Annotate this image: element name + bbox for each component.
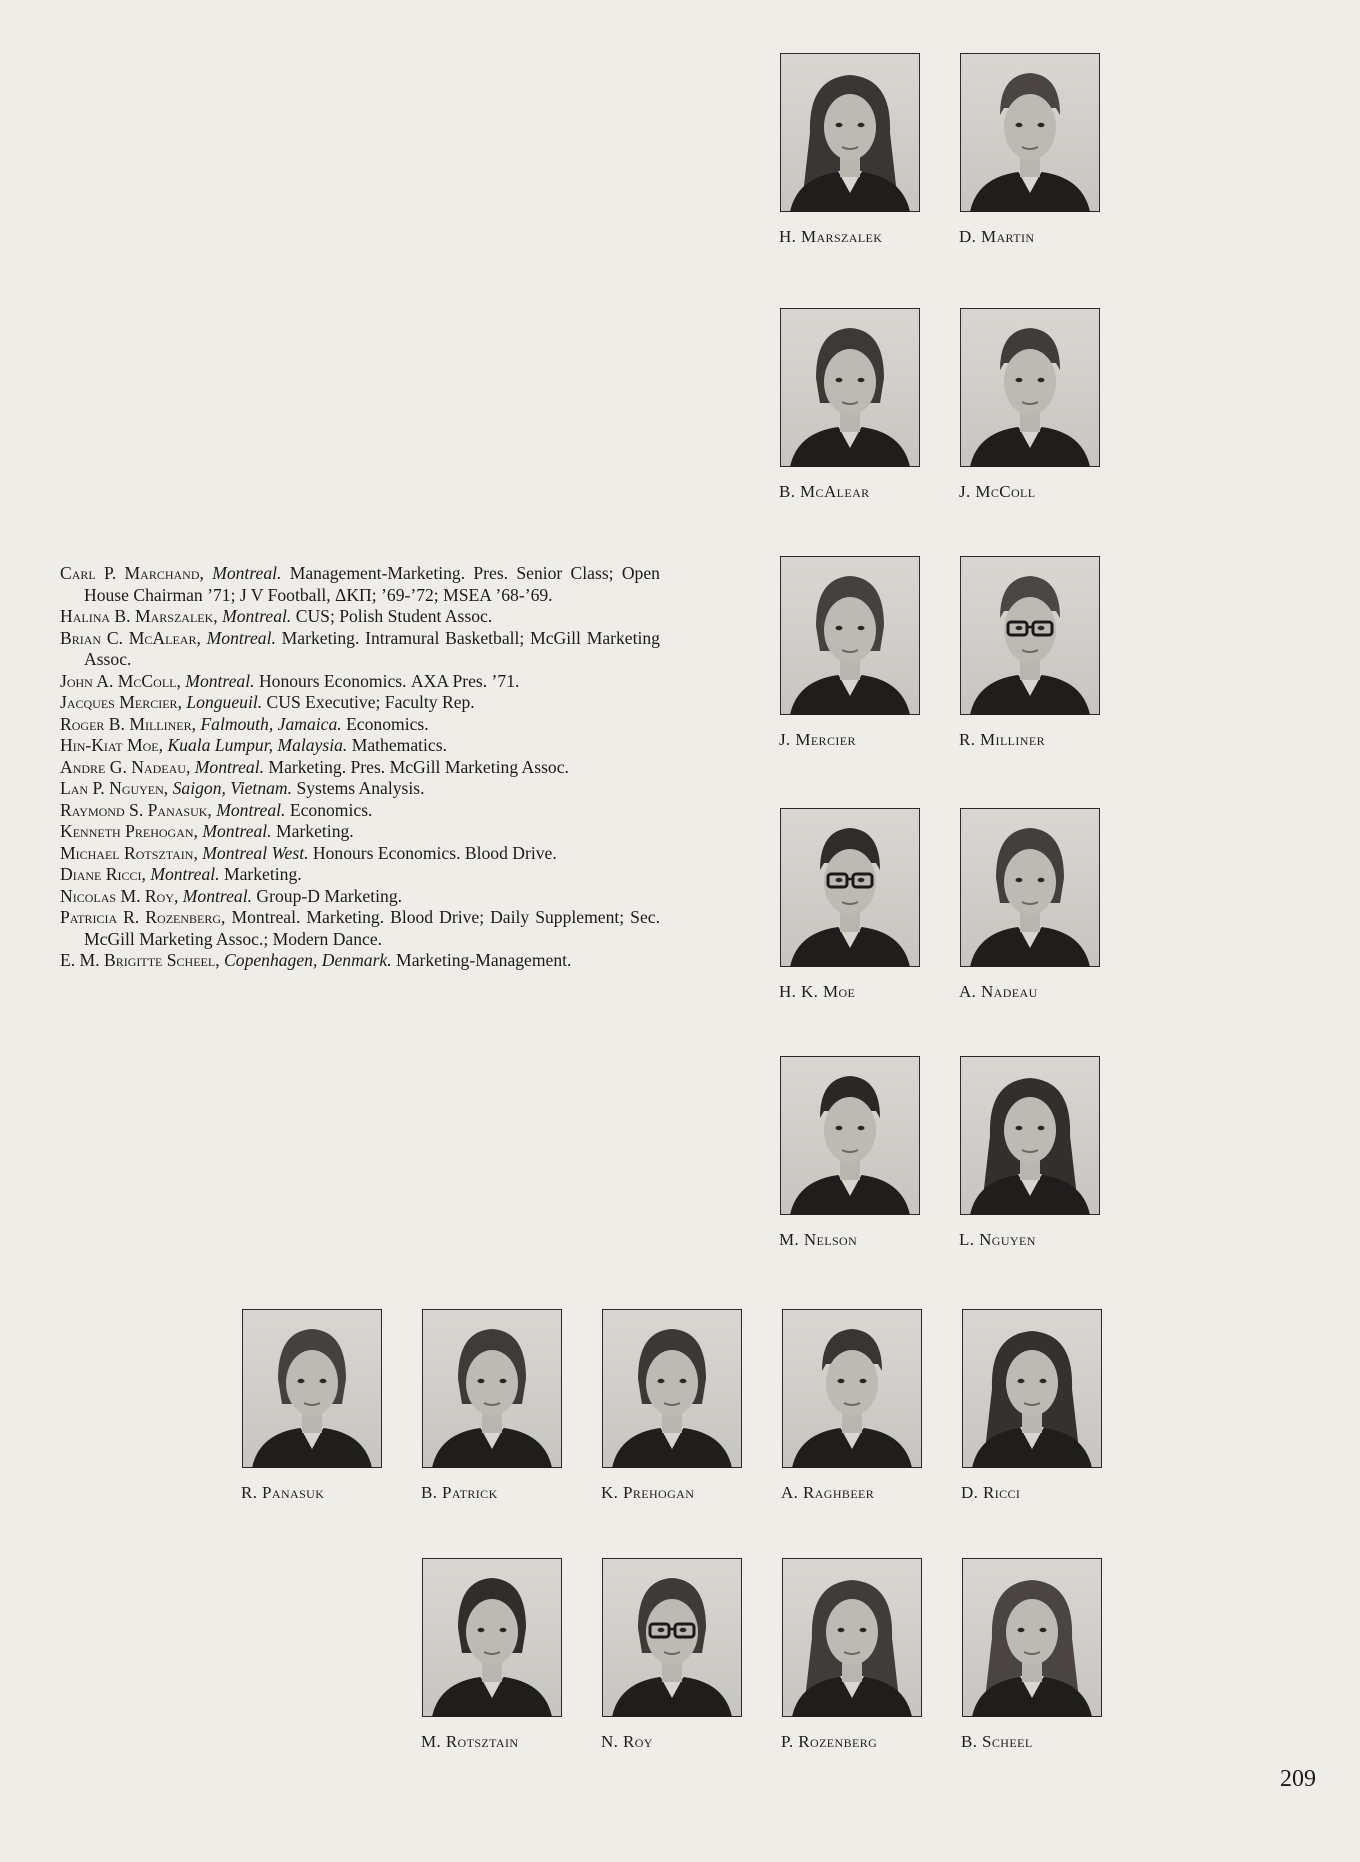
bio-name: Diane Ricci, — [60, 864, 146, 884]
bio-details: Group-D Marketing. — [256, 885, 403, 906]
bio-name: Lan P. Nguyen, — [60, 778, 169, 798]
page-number: 209 — [1280, 1766, 1316, 1792]
bio-details: Honours Economics. Blood Drive. — [312, 842, 557, 863]
bio-name: Nicolas M. Roy, — [60, 885, 179, 906]
bio-entry — [60, 800, 660, 822]
bio-details: Marketing. — [223, 864, 302, 884]
bio-name: Andre G. Nadeau, — [60, 756, 191, 777]
portrait-caption: K. Prehogan — [601, 1483, 695, 1502]
bio-entry — [60, 671, 660, 693]
portrait-caption: J. McColl — [959, 482, 1036, 501]
portrait-photo-milliner — [960, 556, 1100, 715]
bio-place: Kuala Lumpur, Malaysia. — [167, 735, 348, 755]
portrait-caption: A. Raghbeer — [781, 1483, 875, 1502]
portrait-photo-rotsztain — [422, 1558, 562, 1717]
bio-place: Saigon, Vietnam. — [172, 778, 293, 798]
portrait-photo-patrick — [422, 1309, 562, 1468]
bio-name: Jacques Mercier, — [60, 692, 182, 712]
portrait-photo-nguyen — [960, 1056, 1100, 1215]
portrait-caption: H. Marszalek — [779, 227, 883, 246]
bio-details: Management-Marketing. Pres. Senior Class; Open House Chairman ’71; J V Football, ΔΚΠ; ’69-’72; MSEA ’68-’69. — [84, 563, 660, 605]
portrait-caption: B. Scheel — [961, 1732, 1033, 1751]
bio-place: Montreal. — [222, 606, 292, 626]
bio-place: Montreal. — [216, 799, 286, 820]
bio-name: Roger B. Milliner, — [60, 713, 197, 734]
bio-entry — [60, 886, 660, 908]
portrait-photo-nadeau — [960, 808, 1100, 967]
bio-details: CUS Executive; Faculty Rep. — [266, 692, 475, 712]
bio-name: E. M. Brigitte Scheel, — [60, 950, 220, 970]
portrait-caption: M. Rotsztain — [421, 1732, 519, 1751]
bio-entry — [60, 821, 660, 843]
bio-place: Falmouth, Jamaica. — [200, 713, 342, 734]
bio-details: Marketing. Pres. McGill Marketing Assoc. — [268, 756, 569, 777]
portrait-caption: M. Nelson — [779, 1230, 858, 1249]
portrait-photo-rozenberg — [782, 1558, 922, 1717]
portrait-photo-ricci — [962, 1309, 1102, 1468]
bio-place: Montreal. — [202, 821, 272, 841]
bio-place: Montreal. — [206, 627, 276, 648]
bio-entry — [60, 864, 660, 886]
bio-name: Hin-Kiat Moe, — [60, 735, 164, 755]
bio-name: Michael Rotsztain, — [60, 842, 198, 863]
bio-name: Raymond S. Panasuk, — [60, 799, 212, 820]
portrait-caption: D. Ricci — [961, 1483, 1021, 1502]
bio-entry — [60, 692, 660, 714]
bio-details: Economics. — [346, 713, 429, 734]
bio-name: Halina B. Marszalek, — [60, 606, 218, 626]
portrait-photo-marszalek — [780, 53, 920, 212]
bio-details: Mathematics. — [351, 735, 447, 755]
bio-place: Montreal. — [185, 670, 255, 691]
bio-entry — [60, 628, 660, 671]
portrait-photo-raghbeer — [782, 1309, 922, 1468]
portrait-photo-scheel — [962, 1558, 1102, 1717]
bio-name: Brian C. McAlear, — [60, 627, 201, 648]
bio-name: Carl P. Marchand, — [60, 563, 204, 583]
bio-entry — [60, 907, 660, 950]
bio-entry — [60, 563, 660, 606]
bio-place: Montreal. — [150, 864, 220, 884]
bio-entry — [60, 950, 660, 972]
bio-list — [60, 563, 660, 972]
bio-place: Longueuil. — [186, 692, 263, 712]
portrait-caption: J. Mercier — [779, 730, 856, 749]
bio-entry — [60, 843, 660, 865]
bio-details: Marketing-Management. — [396, 950, 572, 970]
portrait-caption: A. Nadeau — [959, 982, 1038, 1001]
bio-place: Montreal. — [182, 885, 252, 906]
portrait-caption: N. Roy — [601, 1732, 653, 1751]
bio-details: Marketing. — [276, 821, 354, 841]
portrait-photo-nelson — [780, 1056, 920, 1215]
portrait-photo-mercier — [780, 556, 920, 715]
bio-details: Montreal. Marketing. Blood Drive; Daily Supplement; Sec. McGill Marketing Assoc.; Modern Dance. — [84, 907, 660, 949]
bio-details: CUS; Polish Student Assoc. — [295, 606, 493, 626]
bio-entry — [60, 735, 660, 757]
bio-details: Honours Economics. ΑΧΑ Pres. ’71. — [258, 670, 520, 691]
portrait-caption: R. Milliner — [959, 730, 1046, 749]
bio-place: Montreal. — [194, 756, 265, 777]
portrait-caption: R. Panasuk — [241, 1483, 325, 1502]
portrait-photo-martin — [960, 53, 1100, 212]
bio-entry — [60, 757, 660, 779]
bio-entry — [60, 606, 660, 628]
bio-details: Systems Analysis. — [296, 778, 425, 798]
bio-place: Montreal West. — [202, 842, 309, 863]
bio-name: John A. McColl, — [60, 670, 181, 691]
bio-details: Marketing. Intramural Basketball; McGill Marketing Assoc. — [84, 627, 660, 669]
portrait-caption: P. Rozenberg — [781, 1732, 878, 1751]
bio-name: Kenneth Prehogan, — [60, 821, 198, 841]
bio-place: Copenhagen, Denmark. — [224, 950, 392, 970]
portrait-photo-prehogan — [602, 1309, 742, 1468]
portrait-photo-mccoll — [960, 308, 1100, 467]
portrait-photo-panasuk — [242, 1309, 382, 1468]
bio-name: Patricia R. Rozenberg, — [60, 907, 226, 927]
portrait-caption: H. K. Moe — [779, 982, 856, 1001]
portrait-caption: L. Nguyen — [959, 1230, 1036, 1249]
portrait-caption: B. McAlear — [779, 482, 870, 501]
bio-place: Montreal. — [212, 563, 282, 583]
portrait-photo-moe — [780, 808, 920, 967]
portrait-photo-mcalear — [780, 308, 920, 467]
portrait-caption: D. Martin — [959, 227, 1035, 246]
bio-entry — [60, 778, 660, 800]
portrait-photo-roy — [602, 1558, 742, 1717]
bio-entry — [60, 714, 660, 736]
portrait-caption: B. Patrick — [421, 1483, 498, 1502]
bio-details: Economics. — [289, 799, 373, 820]
